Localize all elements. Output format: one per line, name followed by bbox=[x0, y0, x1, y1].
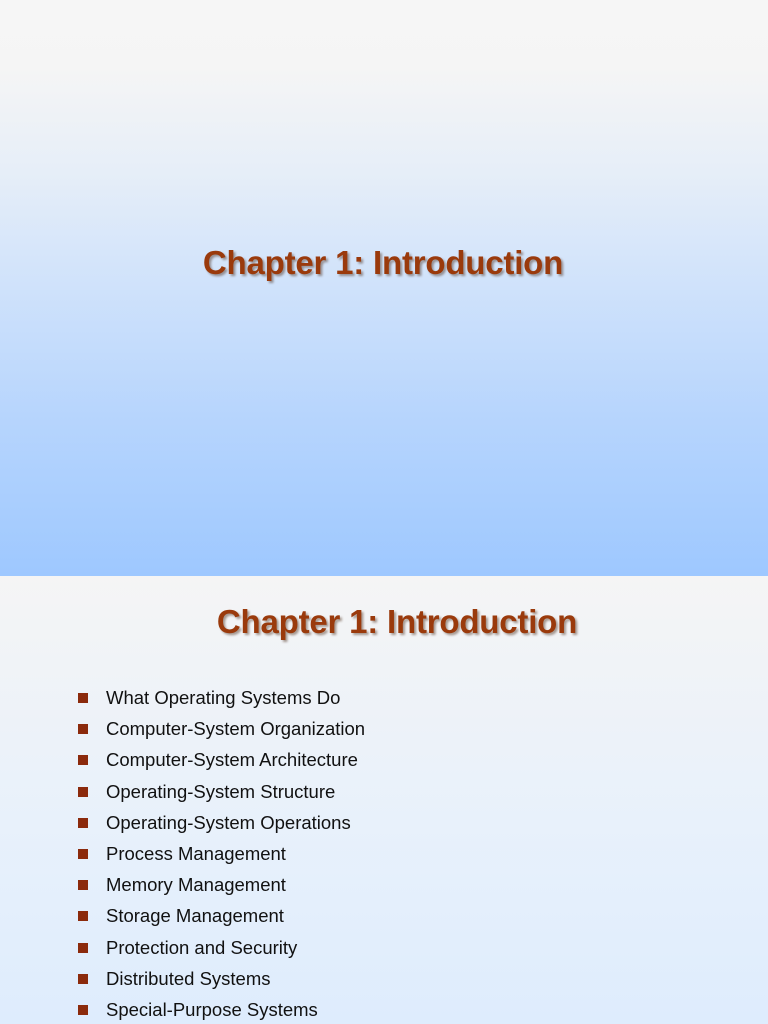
bullet-text: Computer-System Architecture bbox=[106, 749, 358, 771]
square-bullet-icon bbox=[78, 755, 88, 765]
list-item bbox=[78, 873, 365, 904]
square-bullet-icon bbox=[78, 787, 88, 797]
bullet-text: Operating-System Structure bbox=[106, 780, 336, 802]
bullet-text: Computer-System Organization bbox=[106, 718, 366, 740]
square-bullet-icon bbox=[78, 911, 88, 921]
square-bullet-icon bbox=[78, 818, 88, 828]
list-item bbox=[78, 780, 365, 811]
slide-title: Chapter 1: Introduction bbox=[202, 244, 564, 281]
list-item bbox=[78, 904, 365, 935]
outline-slide bbox=[0, 576, 768, 1024]
list-item bbox=[78, 748, 365, 779]
list-item bbox=[78, 936, 365, 967]
list-item bbox=[78, 842, 365, 873]
bullet-text: Storage Management bbox=[106, 905, 284, 927]
bullet-text: Distributed Systems bbox=[106, 967, 271, 989]
square-bullet-icon bbox=[78, 974, 88, 984]
bullet-text: Special-Purpose Systems bbox=[106, 998, 318, 1020]
bullet-text: What Operating Systems Do bbox=[106, 687, 341, 708]
slide-title: Chapter 1: Introduction bbox=[216, 603, 578, 640]
square-bullet-icon bbox=[78, 880, 88, 890]
list-item bbox=[78, 998, 365, 1024]
bullet-list bbox=[78, 686, 365, 1024]
square-bullet-icon bbox=[78, 1005, 88, 1015]
list-item bbox=[78, 686, 365, 717]
bullet-text: Memory Management bbox=[106, 874, 286, 896]
list-item bbox=[78, 811, 365, 842]
square-bullet-icon bbox=[78, 849, 88, 859]
square-bullet-icon bbox=[78, 943, 88, 953]
square-bullet-icon bbox=[78, 724, 88, 734]
bullet-text: Process Management bbox=[106, 842, 286, 864]
list-item bbox=[78, 967, 365, 998]
list-item bbox=[78, 717, 365, 748]
bullet-text: Operating-System Operations bbox=[106, 811, 351, 833]
bullet-text: Protection and Security bbox=[106, 936, 298, 958]
square-bullet-icon bbox=[78, 693, 88, 703]
